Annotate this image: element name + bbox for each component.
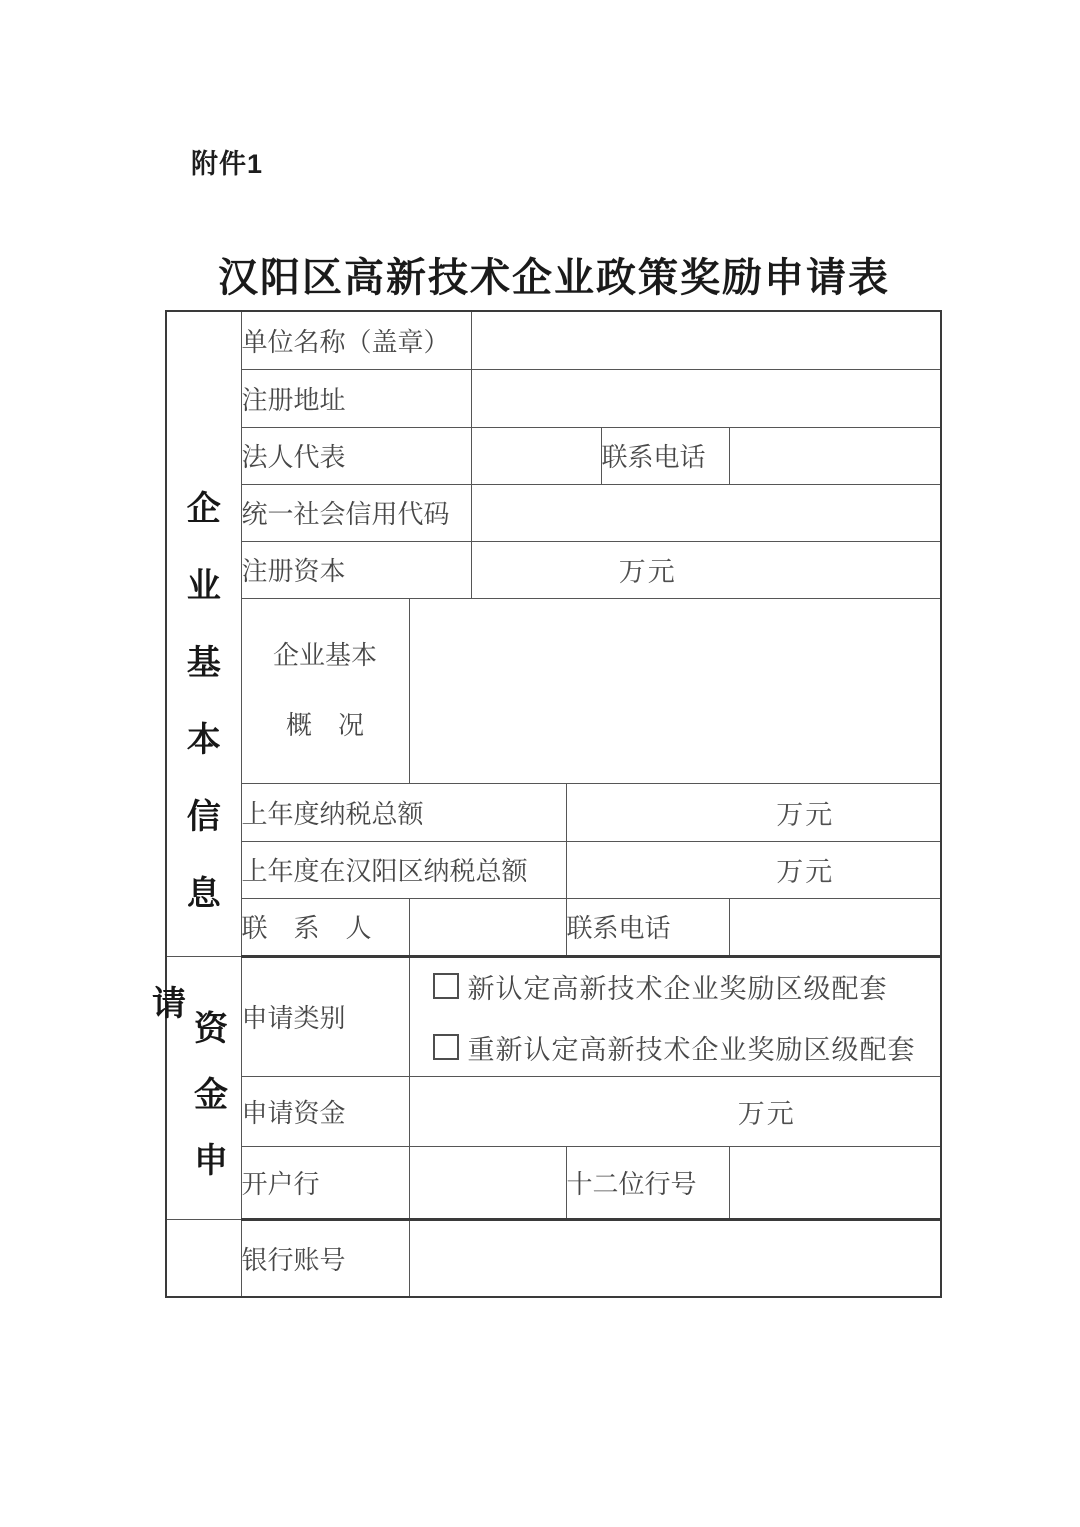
table-row xyxy=(166,1076,941,1146)
unit-label: 万元 xyxy=(776,857,835,887)
contact-phone-field xyxy=(729,898,941,956)
section-basic-vertical-label: 企业基本信息 xyxy=(186,489,221,913)
company-profile-field xyxy=(409,598,941,783)
table-row xyxy=(166,541,941,598)
tax-total-label: 上年度纳税总额 xyxy=(241,783,566,841)
table-row xyxy=(166,311,941,369)
application-amount-field xyxy=(409,1076,941,1146)
option-re-certified xyxy=(433,1028,941,1067)
section-funding-vertical-label-wrapped-char: 请 xyxy=(152,984,186,1023)
table-row xyxy=(166,598,941,783)
attachment-label: 附件1 xyxy=(191,149,264,179)
application-amount-label: 申请资金 xyxy=(241,1076,409,1146)
option-label: 重新认定高新技术企业奖励区级配套 xyxy=(467,1034,916,1065)
table-row xyxy=(166,898,941,956)
application-type-options xyxy=(409,956,941,1076)
table-row xyxy=(166,1146,941,1219)
application-type-label: 申请类别 xyxy=(241,956,409,1076)
credit-code-label: 统一社会信用代码 xyxy=(241,484,471,541)
tax-hanyang-field xyxy=(566,841,941,898)
empty-corner-cell xyxy=(166,1219,241,1297)
contact-person-field xyxy=(409,898,566,956)
bank-code-label: 十二位行号 xyxy=(566,1146,729,1219)
tax-total-field xyxy=(566,783,941,841)
registered-address-field xyxy=(471,369,941,427)
section-funding-vertical-label: 资金申 xyxy=(194,1009,228,1180)
registered-capital-label: 注册资本 xyxy=(241,541,471,598)
application-form-table xyxy=(152,310,942,1298)
company-name-field xyxy=(471,311,941,369)
bank-branch-field xyxy=(409,1146,566,1219)
legal-representative-label: 法人代表 xyxy=(241,427,471,484)
table-row xyxy=(166,783,941,841)
registered-address-label: 注册地址 xyxy=(241,369,471,427)
legal-rep-phone-label: 联系电话 xyxy=(601,427,729,484)
table-row xyxy=(166,369,941,427)
unit-label: 万元 xyxy=(618,557,677,587)
credit-code-field xyxy=(471,484,941,541)
tax-hanyang-label: 上年度在汉阳区纳税总额 xyxy=(241,841,566,898)
legal-rep-phone-field xyxy=(729,427,941,484)
bank-account-label: 银行账号 xyxy=(241,1219,409,1297)
checkbox-icon xyxy=(433,1034,459,1060)
unit-label: 万元 xyxy=(776,799,835,830)
table-row xyxy=(166,484,941,541)
bank-account-field xyxy=(409,1219,941,1297)
unit-label: 万元 xyxy=(737,1098,796,1129)
legal-representative-field xyxy=(471,427,601,484)
registered-capital-field xyxy=(471,541,941,598)
page-title: 汉阳区高新技术企业政策奖励申请表 xyxy=(218,256,890,300)
bank-branch-label: 开户行 xyxy=(241,1146,409,1219)
contact-person-label: 联 系 人 xyxy=(241,898,409,956)
section-funding-vertical-label-cell xyxy=(152,956,241,1219)
table-row xyxy=(166,427,941,484)
company-profile-label-line1: 企业基本 xyxy=(272,640,377,670)
section-basic-vertical-label-cell xyxy=(166,311,241,956)
table-row xyxy=(166,956,941,1076)
company-profile-label-line2: 概 况 xyxy=(285,710,364,740)
bank-code-field xyxy=(729,1146,941,1219)
option-label: 新认定高新技术企业奖励区级配套 xyxy=(467,973,888,1004)
option-new-certified xyxy=(433,967,941,1006)
company-profile-label xyxy=(241,598,409,783)
checkbox-icon xyxy=(433,973,459,999)
contact-phone-label: 联系电话 xyxy=(566,898,729,956)
company-name-label: 单位名称（盖章） xyxy=(241,311,471,369)
table-row xyxy=(166,1219,941,1297)
table-row xyxy=(166,841,941,898)
